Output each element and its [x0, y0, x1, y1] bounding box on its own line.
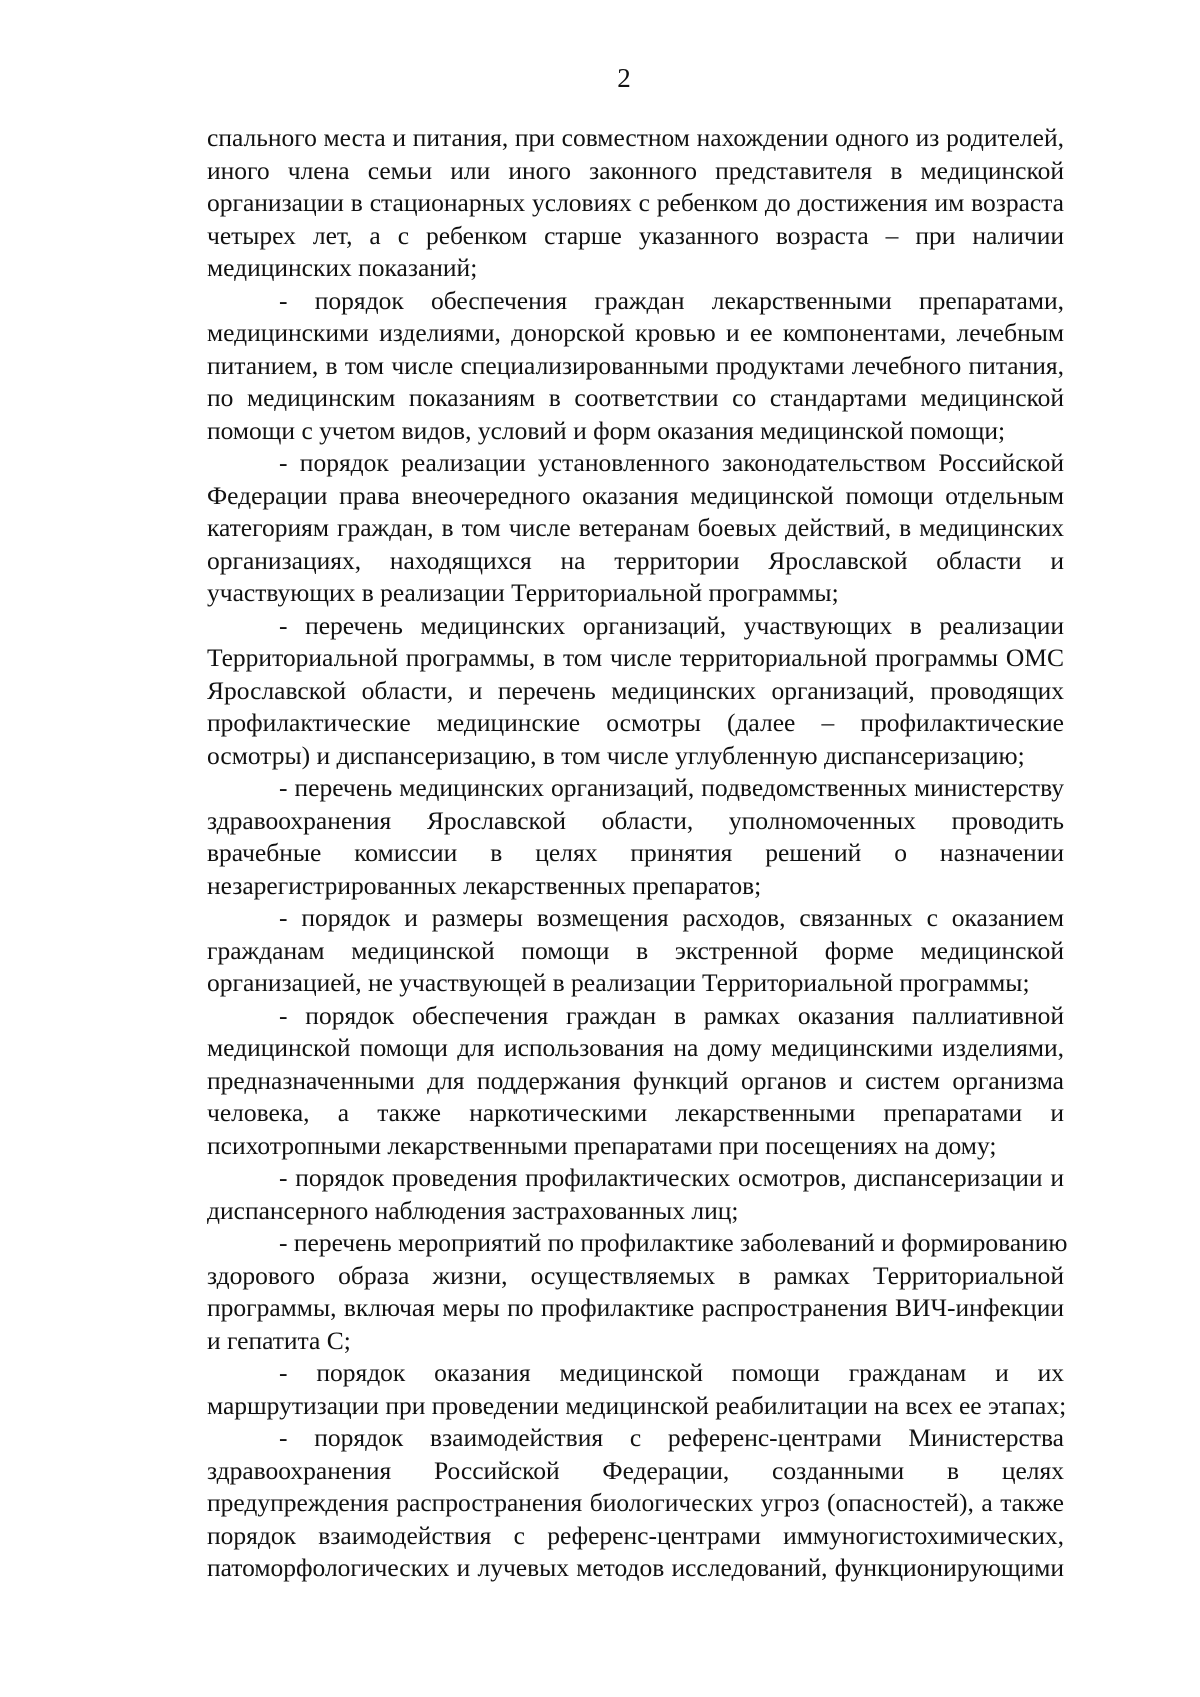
text-line: спального места и питания, при совместном нахождении одного из родителей,	[207, 123, 1064, 152]
text-line: маршрутизации при проведении медицинской реабилитации на всех ее этапах;	[207, 1390, 1067, 1420]
text-line: - порядок обеспечения граждан лекарственными препаратами,	[279, 285, 1064, 315]
text-line: - порядок обеспечения граждан в рамках оказания паллиативной	[279, 1000, 1064, 1030]
text-line: - перечень медицинских организаций, подведомственных министерству	[279, 773, 1064, 802]
text-line: медицинскими изделиями, донорской кровью и ее компонентами, лечебным	[207, 318, 1064, 347]
text-line: - порядок взаимодействия с референс-центрами Министерства	[279, 1423, 1064, 1452]
text-line: питанием, в том числе специализированными продуктами лечебного питания,	[207, 350, 1064, 380]
text-line: - порядок оказания медицинской помощи гражданам и их	[279, 1358, 1064, 1387]
text-line: диспансерного наблюдения застрахованных лиц;	[207, 1195, 739, 1225]
text-line: гражданам медицинской помощи в экстренной форме медицинской	[207, 935, 1064, 965]
text-line: профилактические медицинские осмотры (далее – профилактические	[207, 708, 1064, 737]
text-line: категориям граждан, в том числе ветеранам боевых действий, в медицинских	[207, 513, 1064, 542]
text-line: психотропными лекарственными препаратами при посещениях на дому;	[207, 1130, 997, 1160]
text-line: - порядок реализации установленного законодательством Российской	[279, 448, 1064, 477]
text-line: порядок взаимодействия с референс-центрами иммуногистохимических,	[207, 1520, 1064, 1550]
text-line: Ярославской области, и перечень медицинских организаций, проводящих	[207, 675, 1064, 705]
text-line: предназначенными для поддержания функций органов и систем организма	[207, 1065, 1064, 1095]
text-line: - порядок и размеры возмещения расходов, связанных с оказанием	[279, 903, 1064, 932]
text-line: здравоохранения Российской Федерации, созданными в целях	[207, 1455, 1064, 1485]
text-line: иного члена семьи или иного законного представителя в медицинской	[207, 155, 1064, 185]
text-line: - перечень мероприятий по профилактике заболеваний и формированию	[279, 1228, 1068, 1257]
text-line: человека, а также наркотическими лекарственными препаратами и	[207, 1098, 1064, 1127]
text-line: медицинских показаний;	[207, 253, 478, 282]
text-line: патоморфологических и лучевых методов исследований, функционирующими	[207, 1553, 1064, 1582]
page-number: 2	[617, 63, 631, 93]
text-line: организацией, не участвующей в реализации Территориальной программы;	[207, 968, 1030, 997]
text-line: программы, включая меры по профилактике распространения ВИЧ-инфекции	[207, 1293, 1064, 1322]
document-body	[207, 122, 1068, 1585]
text-line: предупреждения распространения биологических угроз (опасностей), а также	[207, 1488, 1064, 1517]
text-line: врачебные комиссии в целях принятия решений о назначении	[207, 838, 1064, 867]
text-line: по медицинским показаниям в соответствии со стандартами медицинской	[207, 383, 1064, 412]
text-line: и гепатита С;	[207, 1325, 351, 1355]
text-line: организации в стационарных условиях с ребенком до достижения им возраста	[207, 188, 1064, 217]
text-line: Территориальной программы, в том числе территориальной программы ОМС	[207, 643, 1064, 672]
text-line: медицинской помощи для использования на дому медицинскими изделиями,	[207, 1033, 1064, 1062]
text-line: незарегистрированных лекарственных препаратов;	[207, 870, 762, 900]
text-line: участвующих в реализации Территориальной программы;	[207, 578, 839, 607]
text-line: - перечень медицинских организаций, участвующих в реализации	[279, 610, 1064, 640]
text-line: помощи с учетом видов, условий и форм оказания медицинской помощи;	[207, 415, 1006, 445]
text-line: организациях, находящихся на территории Ярославской области и	[207, 545, 1064, 575]
text-line: осмотры) и диспансеризацию, в том числе углубленную диспансеризацию;	[207, 740, 1025, 770]
text-line: четырех лет, а с ребенком старше указанного возраста – при наличии	[207, 220, 1064, 250]
text-line: здравоохранения Ярославской области, уполномоченных проводить	[207, 805, 1064, 835]
text-line: - порядок проведения профилактических осмотров, диспансеризации и	[279, 1163, 1064, 1192]
text-line: Федерации права внеочередного оказания медицинской помощи отдельным	[207, 480, 1064, 510]
text-line: здорового образа жизни, осуществляемых в рамках Территориальной	[207, 1260, 1064, 1290]
